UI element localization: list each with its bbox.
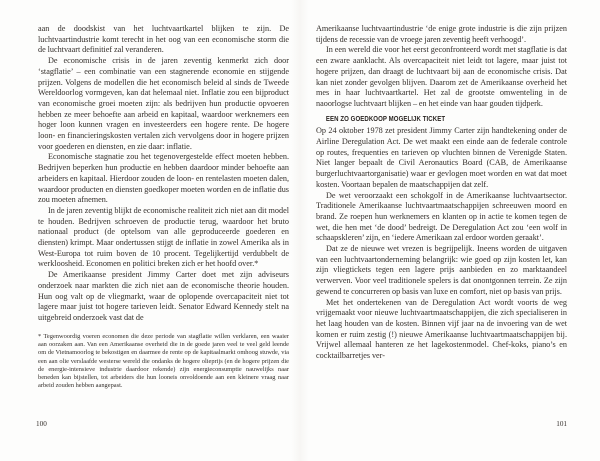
right-page-body <box>316 24 567 362</box>
paragraph: De economische crisis in de jaren zeventig kenmerkt zich door ‘stagflatie’ – een combinatie van een stagnerende economie en stijgende prijzen. Volgens de modellen die het economisch beleid al sinds de Tweede Wereldoorlog vormgeven, kan dat helemaal niet. Inflatie zou een bijproduct van economische groei moeten zijn: als bedrijven hun productie opvoeren hebben ze meer behoefte aan arbeid en kapitaal, waardoor werknemers een hoger loon kunnen vragen en investeerders een hogere rente. De hogere loon- en financieringskosten vertalen zich vervolgens door in hogere prijzen voor goederen en diensten, en zie daar: inflatie. <box>38 56 289 151</box>
footnote: * Tegenwoordig voeren economen die deze periode van stagflatie willen verklaren, een waaier aan oorzaken aan. Van een Amerikaanse overheid die in de goede jaren veel te veel geld leende om de Vietnamoorlog te bekostigen en daarmee de rente op de kapitaalmarkt omhoog stuwde, via een aan olie verslaafde westerse wereld die ondanks de hogere olieprijs (en de hogere prijzen die de energie-intensieve industrie daardoor rekende) zijn energieconsumptie nauwelijks naar beneden kan bijstellen, tot arbeiders die hun looneis onvoldoende aan een kleinere vraag naar arbeid zouden hebben aangepast. <box>38 332 289 390</box>
paragraph: Met het ondertekenen van de Deregulation Act wordt voorts de weg vrijgemaakt voor nieuwe luchtvaartmaatschappijen, die zich specialiseren in het laag houden van de kosten. Binnen vijf jaar na de invoering van de wet komen er ruim zestig (!) nieuwe Amerikaanse luchtvaartmaatschappijen bij. Vrijwel allemaal hanteren ze het lagekostenmodel. Chef-koks, piano’s en cocktailbarretjes ver- <box>316 297 567 361</box>
right-page <box>300 0 600 461</box>
left-page-body <box>38 24 289 324</box>
paragraph: Op 24 oktober 1978 zet president Jimmy Carter zijn handtekening onder de Airline Deregulation Act. De wet maakt een einde aan de federale controle op routes, frequenties en tarieven op vluchten binnen de Verenigde Staten. Niet langer bepaalt de Civil Aeronautics Board (CAB, de Amerikaanse burgerluchtvaartorganisatie) waar er gevlogen moet worden en wat dat moet kosten. Voortaan bepalen de maatschappijen dat zelf. <box>316 126 567 189</box>
section-heading: EEN ZO GOEDKOOP MOGELIJK TICKET <box>325 113 446 123</box>
paragraph: aan de doodskist van het luchtvaartkartel blijken te zijn. De luchtvaartindustrie komt terecht in het oog van een economische storm die de luchtvaart definitief zal veranderen. <box>38 24 289 55</box>
page-number-left: 100 <box>36 420 47 428</box>
paragraph: Amerikaanse luchtvaartindustrie ‘de enige grote industrie is die zijn prijzen tijdens de recessie van de vroege jaren zeventig heeft verhoogd’. <box>316 24 567 44</box>
page-number-right: 101 <box>556 420 567 428</box>
paragraph: In een wereld die voor het eerst geconfronteerd wordt met stagflatie is dat een zware aanklacht. Als overcapaciteit niet leidt tot lagere, maar juist tot hogere prijzen, dan draagt de luchtvaart bij aan de economische crisis. Dat kan niet zonder gevolgen blijven. Daarom zet de Amerikaanse overheid het mes in haar luchtvaartkartel. Het zal de grootste omwenteling in de naoorlogse luchtvaart blijken – en het einde van haar gouden tijdperk. <box>316 45 567 108</box>
paragraph: Economische stagnatie zou het tegenovergestelde effect moeten hebben. Bedrijven beperken hun productie en hebben daardoor minder behoefte aan arbeiders en kapitaal. Hierdoor zouden de loon- en rentelasten moeten dalen, waardoor producten en diensten goedkoper moeten worden en de inflatie dus zou moeten afnemen. <box>38 152 289 205</box>
paragraph: De Amerikaanse president Jimmy Carter doet met zijn adviseurs onderzoek naar markten die zich niet aan de economische theorie houden. Hun oog valt op de vliegmarkt, waar de oplopende overcapaciteit niet tot lagere maar juist tot hogere tarieven leidt. Senator Edward Kennedy stelt na uitgebreid onderzoek vast dat de <box>38 270 289 322</box>
paragraph: Dat ze de nieuwe wet vrezen is begrijpelijk. Ineens worden de uitgaven van een luchtvaartonderneming belangrijk: wie goed op zijn kosten let, kan zijn vliegtickets tegen een lagere prijs aanbieden en zo marktaandeel verwerven. Voor veel traditionele spelers is dat onontgonnen terrein. Ze zijn gewend te concurreren op basis van luxe en comfort, niet op basis van prijs. <box>316 244 567 296</box>
paragraph: In de jaren zeventig blijkt de economische realiteit zich niet aan dit model te houden. Bedrijven schroeven de productie terug, waardoor het bruto nationaal product (de optelsom van alle geproduceerde goederen en diensten) krimpt. Maar ondertussen stijgt de inflatie in zowel Amerika als in West-Europa tot ruim boven de 10 procent. Tegelijkertijd verdubbelt de werkloosheid. Economen en politici breken zich er het hoofd over.* <box>38 205 289 269</box>
paragraph: De wet veroorzaakt een schokgolf in de Amerikaanse luchtvaartsector. Traditionele Amerikaanse luchtvaartmaatschappijen schreeuwen moord en brand. Ze roepen hun werknemers en klanten op in actie te komen tegen de wet, die hen met ‘de dood’ bedreigt. De Deregulation Act zou ‘een wolf in schaapskleren’ zijn, en ‘iedere Amerikaan zal erdoor worden geraakt’. <box>316 190 567 243</box>
